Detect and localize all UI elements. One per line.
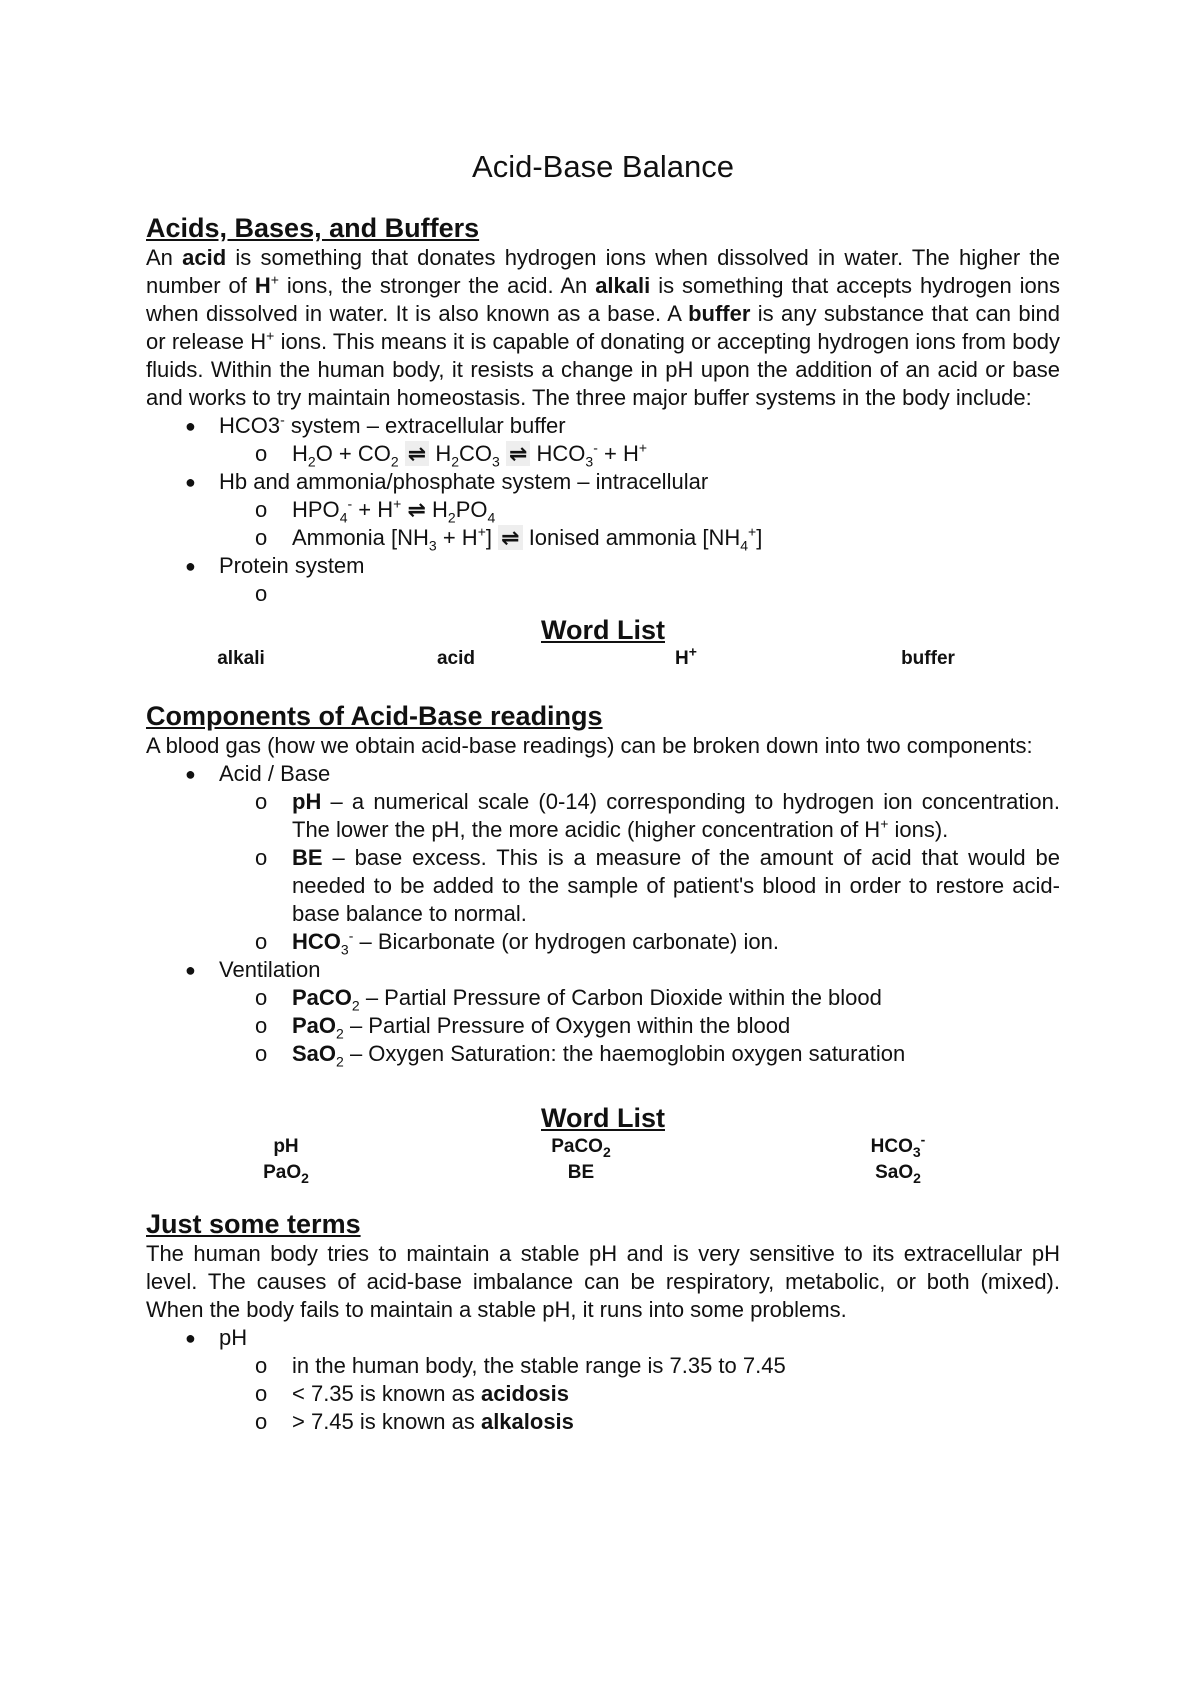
section3-intro: The human body tries to maintain a stable pH and is very sensitive to its extracellular pH level. The causes of acid-base imbalance can be respiratory, metabolic, or both (mixed). When the body fails to maintain a stable pH, it runs into some problems.: [146, 1241, 1060, 1322]
equilibrium-arrow-icon: ⇌: [407, 497, 426, 522]
term-paco2: o PaCO$_2$ – Partial Pressure of Carbon Dioxide within the blood: [255, 985, 882, 1014]
section-heading-terms: Just some terms: [146, 1209, 361, 1239]
word-list-2-row-2: [146, 1160, 1060, 1186]
list-item: ● Hb and ammonia/phosphate system – intracellular o $HPO_4^- + H^+$ ⇌ $H_2PO_4$ o Ammonia $[NH_3 + H^+]$ ⇌ Ionised ammonia $[NH_4^+]$: [146, 468, 1060, 552]
word-sao2: SaO$_2$: [875, 1162, 921, 1186]
word-list-2-row-1: [146, 1131, 1060, 1160]
section-heading-acids-bases-buffers: Acids, Bases, and Buffers: [146, 213, 480, 243]
equilibrium-arrow-icon: ⇌: [506, 441, 530, 466]
equilibrium-arrow-icon: ⇌: [405, 441, 429, 466]
section-heading-components: Components of Acid-Base readings: [146, 701, 603, 731]
page-title: Acid-Base Balance: [472, 149, 734, 184]
word-hco3: $HCO_3^-$: [870, 1131, 926, 1160]
word-pao2: PaO$_2$: [263, 1162, 309, 1186]
word-acid: acid: [436, 648, 476, 669]
empty-sub-item: o: [255, 581, 268, 606]
equilibrium-arrow-icon: ⇌: [498, 525, 522, 550]
section1-intro: An acid is something that donates hydrogen ions when dissolved in water. The higher the number of H+ ions, the stronger the acid. An alkali is something that accepts hydrogen ions when dissolved in water. It is also known as a base. A buffer is any substance that can bind or release H+ ions. This means it is capable of donating or accepting hydrogen ions from body fluids. Within the human body, it resists a change in pH upon the addition of an acid or base and works to try maintain homeostasis. The three major buffer systems in the body include:: [146, 245, 1060, 410]
ph-range-item: o in the human body, the stable range is 7.35 to 7.45: [255, 1353, 786, 1378]
term-pao2: o PaO$_2$ – Partial Pressure of Oxygen within the blood: [255, 1013, 791, 1042]
bullet-icon: ●: [185, 960, 196, 980]
equation-phosphate: o $HPO_4^- + H^+$ ⇌ $H_2PO_4$: [255, 495, 496, 526]
components-list: [146, 760, 1060, 1068]
list-item: ● pH o in the human body, the stable range is 7.35 to 7.45 o < 7.35 is known as acidosis o > 7.45 is known as alkalosis: [146, 1324, 1060, 1436]
bullet-icon: ●: [185, 416, 196, 436]
equation-bicarbonate: o $H_2O + CO_2$ ⇌ $H_2CO_3$ ⇌ $HCO_3^- + H^+$: [255, 439, 648, 470]
buffer-systems-list: [146, 412, 1060, 608]
bullet-icon: ●: [185, 472, 196, 492]
word-buffer: buffer: [901, 648, 955, 669]
word-list-1: [146, 643, 1060, 672]
bullet-icon: ●: [185, 556, 196, 576]
bullet-icon: ●: [185, 764, 196, 784]
word-be: BE: [567, 1162, 595, 1183]
list-item: ● Acid / Base o pH – a numerical scale (0-14) corresponding to hydrogen ion concentration. The lower the pH, the more acidic (higher concentration of H+ ions). o BE – base excess. This is a measure of the amount of acid that would be needed to be added to the sample of patient's blood in order to restore acid-base balance to normal. o $HCO_3^-$ – Bicarbonate (or hydrogen carbonate) ion.: [185, 761, 1060, 958]
list-item: ● Protein system o: [146, 552, 1060, 608]
list-item: ● Ventilation o PaCO$_2$ – Partial Pressure of Carbon Dioxide within the blood o PaO$_2$ – Partial Pressure of Oxygen within the blood o SaO$_2$ – Oxygen Saturation: the haemoglobin oxygen saturation: [146, 956, 1060, 1068]
word-paco2: PaCO$_2$: [551, 1136, 611, 1160]
document-content: [146, 138, 1060, 1436]
bullet-icon: ●: [185, 1328, 196, 1348]
word-list-title: Word List: [541, 615, 665, 645]
alkalosis-item: o > 7.45 is known as alkalosis: [255, 1409, 574, 1434]
word-h-plus: H+: [675, 643, 697, 669]
term-hco3: o $HCO_3^-$ – Bicarbonate (or hydrogen carbonate) ion.: [255, 927, 779, 958]
term-sao2: o SaO$_2$ – Oxygen Saturation: the haemoglobin oxygen saturation: [255, 1041, 906, 1070]
acidosis-item: o < 7.35 is known as acidosis: [255, 1381, 569, 1406]
section2-intro: A blood gas (how we obtain acid-base readings) can be broken down into two components:: [146, 733, 1033, 758]
list-item: ● HCO3- system – extracellular buffer o $H_2O + CO_2$ ⇌ $H_2CO_3$ ⇌ $HCO_3^- + H^+$: [146, 412, 1060, 468]
word-alkali: alkali: [217, 648, 265, 669]
word-ph: pH: [273, 1136, 299, 1157]
term-be: o BE – base excess. This is a measure of the amount of acid that would be needed to be added to the sample of patient's blood in order to restore acid-base balance to normal.: [255, 845, 1060, 926]
word-list-title: Word List: [541, 1103, 665, 1133]
terms-list: [146, 1324, 1060, 1436]
equation-ammonia: o Ammonia $[NH_3 + H^+]$ ⇌ Ionised ammonia $[NH_4^+]$: [255, 523, 763, 554]
term-ph: o pH – a numerical scale (0-14) corresponding to hydrogen ion concentration. The lower the pH, the more acidic (higher concentration of H+ ions).: [255, 789, 1060, 842]
